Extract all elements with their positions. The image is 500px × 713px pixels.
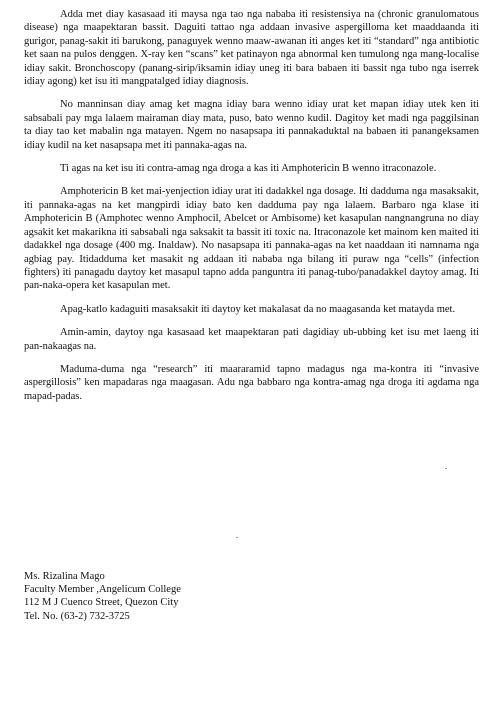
scan-speck xyxy=(236,537,238,538)
paragraph-treatment: Ti agas na ket isu iti contra-amag nga droga a kas iti Amphotericin B wenno itraconazole. xyxy=(60,163,437,175)
scan-speck xyxy=(445,468,447,469)
paragraph-children: Amin-amin, daytoy nga kasasaad ket maapektaran pati dagidiay ub-ubbing ket isu met laeng iti pan-nakaagas na. xyxy=(24,327,479,352)
paragraph-research: Maduma-duma nga “research” iti maararamid tapno madagus nga ma-kontra iti “invasive aspergillosis” ken mapadaras nga maagasan. Adu nga babbaro nga kontra-amag nga droga iti agdama nga mapad-padas. xyxy=(24,363,479,402)
author-signature-block xyxy=(24,570,324,623)
paragraph-amphotericin: Amphotericin B ket mai-yenjection idiay urat iti dadakkel nga dosage. Iti dadduma nga masaksakit, iti pannaka-agas na ket mangpirdi idiay bato ken dadduma pay nga lalaem. Barbaro nga klase iti Amphotericin B (Amphotec wenno Amphocil, Abelcet or Ambisome) ket kasapulan nangnangruna no diay agsakit ket makarikna iti sabsabali nga saksakit ta bassit iti toxic na. Itraconazole ket mainom ken maited iti dadakkel nga dosage (400 mg. Inaldaw). No nasapsapa iti pannaka-agas na ket naaddaan iti namnama nga agbiag pay. Itidadduma ket masakit ng addaan iti nababa nga bilang iti puraw nga “cells” (infection fighters) iti panagadu daytoy ket masapul tapno adda panguntra iti panag-tubo/panadakkel daytoy amag. Iti pan-naka-opera ket kasapulan met. xyxy=(24,186,479,292)
author-position: Faculty Member ,Angelicum College xyxy=(24,584,181,596)
paragraph-survival: Apag-katlo kadaguiti masaksakit iti daytoy ket makalasat da no maagasanda ket matayda met. xyxy=(60,303,456,315)
article-body xyxy=(24,8,479,413)
author-phone: Tel. No. (63-2) 732-3725 xyxy=(24,610,130,622)
paragraph-spread: No manninsan diay amag ket magna idiay bara wenno idiay urat ket mapan idiay utek ken iti sabsabali pay mga lalaem mairaman diay mata, puso, bato wenno kudil. Dagitoy ket madi nga paggilsinan ta diay tao ket mabalin nga matayen. Ngem no nasapsapa iti pannakaduktal na babaen iti panangeksamen idiay kudil na ket nasapsapa met iti pannaka-agas na. xyxy=(24,99,479,151)
author-address: 112 M J Cuenco Street, Quezon City xyxy=(24,597,179,609)
author-name: Ms. Rizalina Mago xyxy=(24,571,105,582)
paragraph-symptoms: Adda met diay kasasaad iti maysa nga tao nga nababa iti resistensiya na (chronic granulomatous disease) nga maapektaran bassit. Daguiti tattao nga addaan invasive aspergilloma ket maaddaanda iti gurigor, panag-sakit iti barukong, panaguyek wenno maaw-awanan iti anges ket iti “standard” nga antibiotic ket saan na pulos denggen. X-ray ken “scans” ket patinayon nga abnormal ken tumulong nga mang-localise idiay sakit. Bronchoscopy (panang-sirip/iksamin idiay uneg iti bara babaen iti bassit nga tubo nga iserrek idiay agong) ket isu iti mangpatalged idiay diagnosis. xyxy=(24,9,479,88)
